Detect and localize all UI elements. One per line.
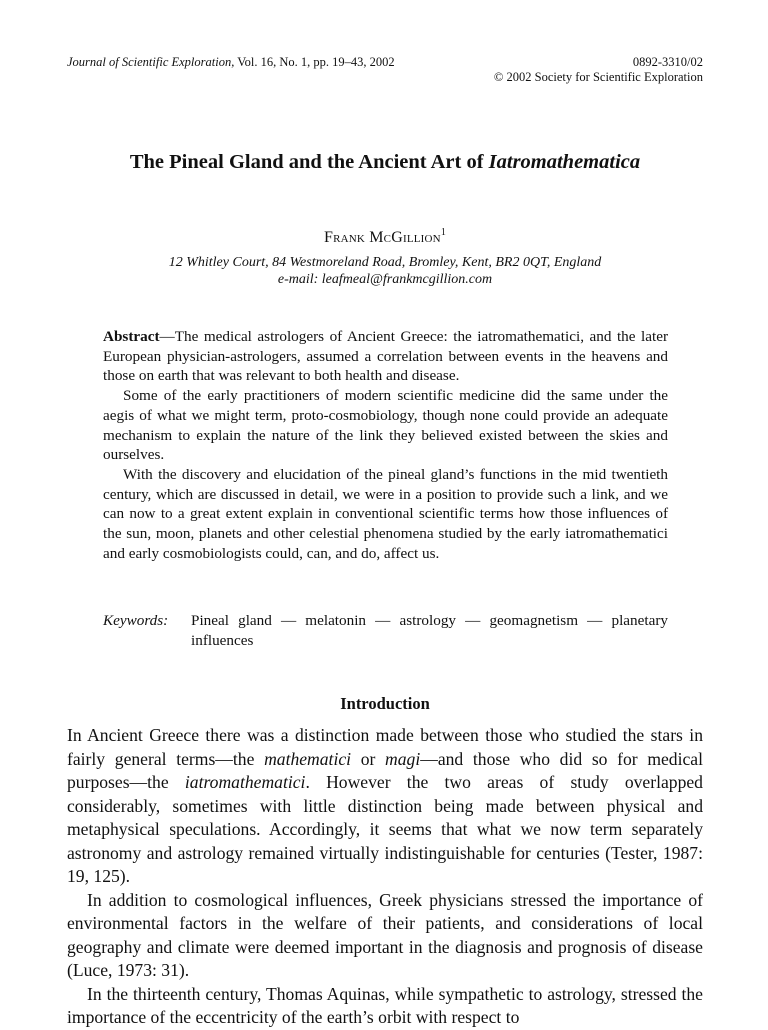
author-footnote-marker: 1 <box>440 227 447 238</box>
body-paragraph-3: In the thirteenth century, Thomas Aquinas, while sympathetic to astrology, stressed the importance of the eccentricity of the earth’s orbit with respect to <box>67 983 703 1027</box>
keywords <box>103 611 668 650</box>
paper-page <box>67 0 704 1027</box>
issn: 0892-3310/02 <box>632 55 703 69</box>
body-paragraph-1 <box>67 724 703 889</box>
keywords-label: Keywords: <box>103 612 169 629</box>
journal-details: Vol. 16, No. 1, pp. 19–43, 2002 <box>234 55 395 69</box>
copyright: © 2002 Society for Scientific Exploration <box>493 70 703 84</box>
author-name: Frank McGillion <box>323 229 441 246</box>
body-paragraph-2: In addition to cosmological influences, Greek physicians stressed the importance of environmental factors in the welfare of their patients, and considerations of local geography and climate were deemed important in the diagnosis and prognosis of disease (Luce, 1973: 31). <box>67 889 703 980</box>
section-heading-introduction: Introduction <box>340 694 430 713</box>
abstract-paragraph-2: Some of the early practitioners of modern scientific medicine did the same under the aegis of what we might term, proto-cosmobiology, though none could provide an adequate mechanism to explain the nature of the link they believed existed between the skies and ourselves. <box>103 387 668 464</box>
title-italic: Iatromathematica <box>488 151 641 173</box>
header-right <box>494 55 703 85</box>
p1-segment: or <box>351 748 386 769</box>
affiliation <box>67 254 703 288</box>
abstract-p1-text: —The medical astrologers of Ancient Greece: the iatromathematici, and the later European physician-astrologers, assumed a correlation between events in the heavens and those on earth that was relevant to both health and disease. <box>103 328 668 385</box>
p1-segment: . However the two areas of study overlapped considerably, sometimes with little distinction being made between physical and metaphysical speculations. Accordingly, it seems that what we now term separately astronomy and astrology remained virtually indistinguishable for centuries (Tester, 1987: 19, 125). <box>67 772 703 886</box>
journal-citation <box>67 55 395 70</box>
keywords-text: Pineal gland — melatonin — astrology — geomagnetism — planetary influences <box>191 612 668 649</box>
term-magi: magi <box>385 748 421 769</box>
journal-name: Journal of Scientific Exploration, <box>67 55 235 69</box>
title-main: The Pineal Gland and the Ancient Art of <box>129 151 489 173</box>
term-iatromathematici: iatromathematici <box>184 772 306 792</box>
abstract-paragraph-1 <box>103 327 668 386</box>
term-mathematici: mathematici <box>264 748 352 769</box>
p1-segment: In Ancient Greece there was a distinction made between those who studied the stars in fairly general terms—the <box>67 725 703 769</box>
body-text <box>67 724 703 1030</box>
abstract-paragraph-3: With the discovery and elucidation of the pineal gland’s functions in the mid twentieth century, which are discussed in detail, we were in a position to provide such a link, and we can now to a great extent explain in conventional scientific terms how those influences of the sun, moon, planets and other celestial phenomena studied by the early iatromathematici and early cosmobiologists could, can, and do, affect us. <box>103 465 668 562</box>
article-title <box>67 149 703 175</box>
author-email: e-mail: leafmeal@frankmcgillion.com <box>277 272 493 287</box>
p1-segment: —and those who did so for medical purposes—the <box>67 748 704 792</box>
abstract <box>103 327 668 563</box>
abstract-label: Abstract <box>103 328 160 345</box>
author-address: 12 Whitley Court, 84 Westmoreland Road, Bromley, Kent, BR2 0QT, England <box>168 255 602 270</box>
author-line <box>67 223 703 248</box>
